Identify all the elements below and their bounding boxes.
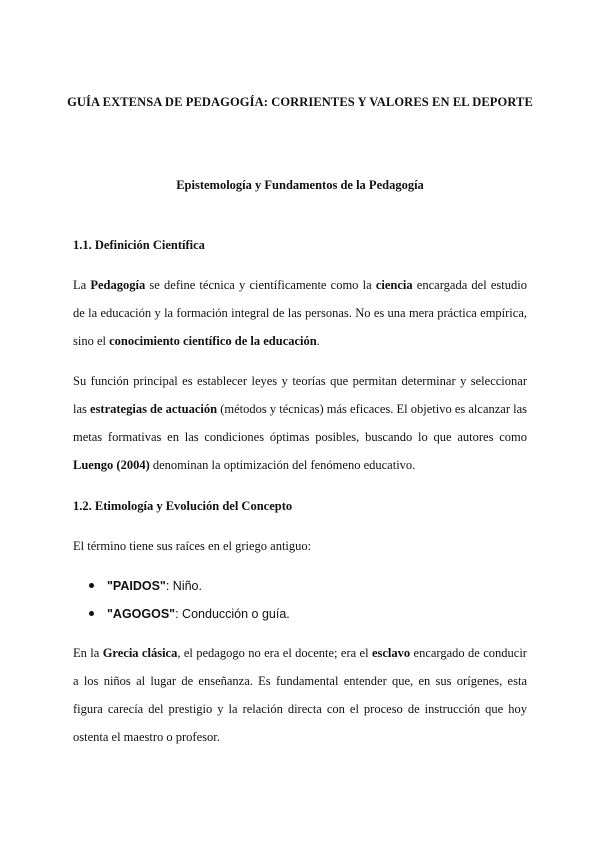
paragraph-raices: El término tiene sus raíces en el griego antiguo: [73, 539, 312, 553]
heading-etimologia: 1.2. Etimología y Evolución del Concepto [73, 499, 293, 513]
list-item [73, 600, 527, 628]
bullet-icon [89, 611, 94, 616]
etymology-list [73, 572, 527, 628]
bullet-term: "PAIDOS" [107, 579, 166, 593]
document-title: GUÍA EXTENSA DE PEDAGOGÍA: CORRIENTES Y VALORES EN EL DEPORTE [67, 95, 533, 109]
paragraph-funcion: Su función principal es establecer leyes y teorías que permitan determinar y seleccionar las estrategias de actuación (métodos y técnicas) más eficaces. El objetivo es alcanzar las metas formativas en las condiciones óptimas posibles, buscando lo que autores como Luengo (2004) denominan la optimización del fenómeno educativo. [73, 374, 528, 472]
bullet-icon [89, 583, 94, 588]
section-subtitle: Epistemología y Fundamentos de la Pedagogía [176, 178, 424, 192]
paragraph-definicion: La Pedagogía se define técnica y científicamente como la ciencia encargada del estudio de la educación y la formación integral de las personas. No es una mera práctica empírica, sino el conocimiento científico de la educación. [73, 278, 527, 348]
bullet-definition: : Conducción o guía. [175, 607, 290, 621]
list-item [73, 572, 527, 600]
bullet-definition: : Niño. [165, 579, 202, 593]
heading-definicion: 1.1. Definición Científica [73, 238, 205, 252]
bullet-term: "AGOGOS" [107, 607, 176, 621]
paragraph-grecia: En la Grecia clásica, el pedagogo no era el docente; era el esclavo encargado de conducir a los niños al lugar de enseñanza. Es fundamental entender que, en sus orígenes, esta figura carecía del prestigio y la relación directa con el proceso de instrucción que hoy ostenta el maestro o profesor. [73, 646, 527, 744]
